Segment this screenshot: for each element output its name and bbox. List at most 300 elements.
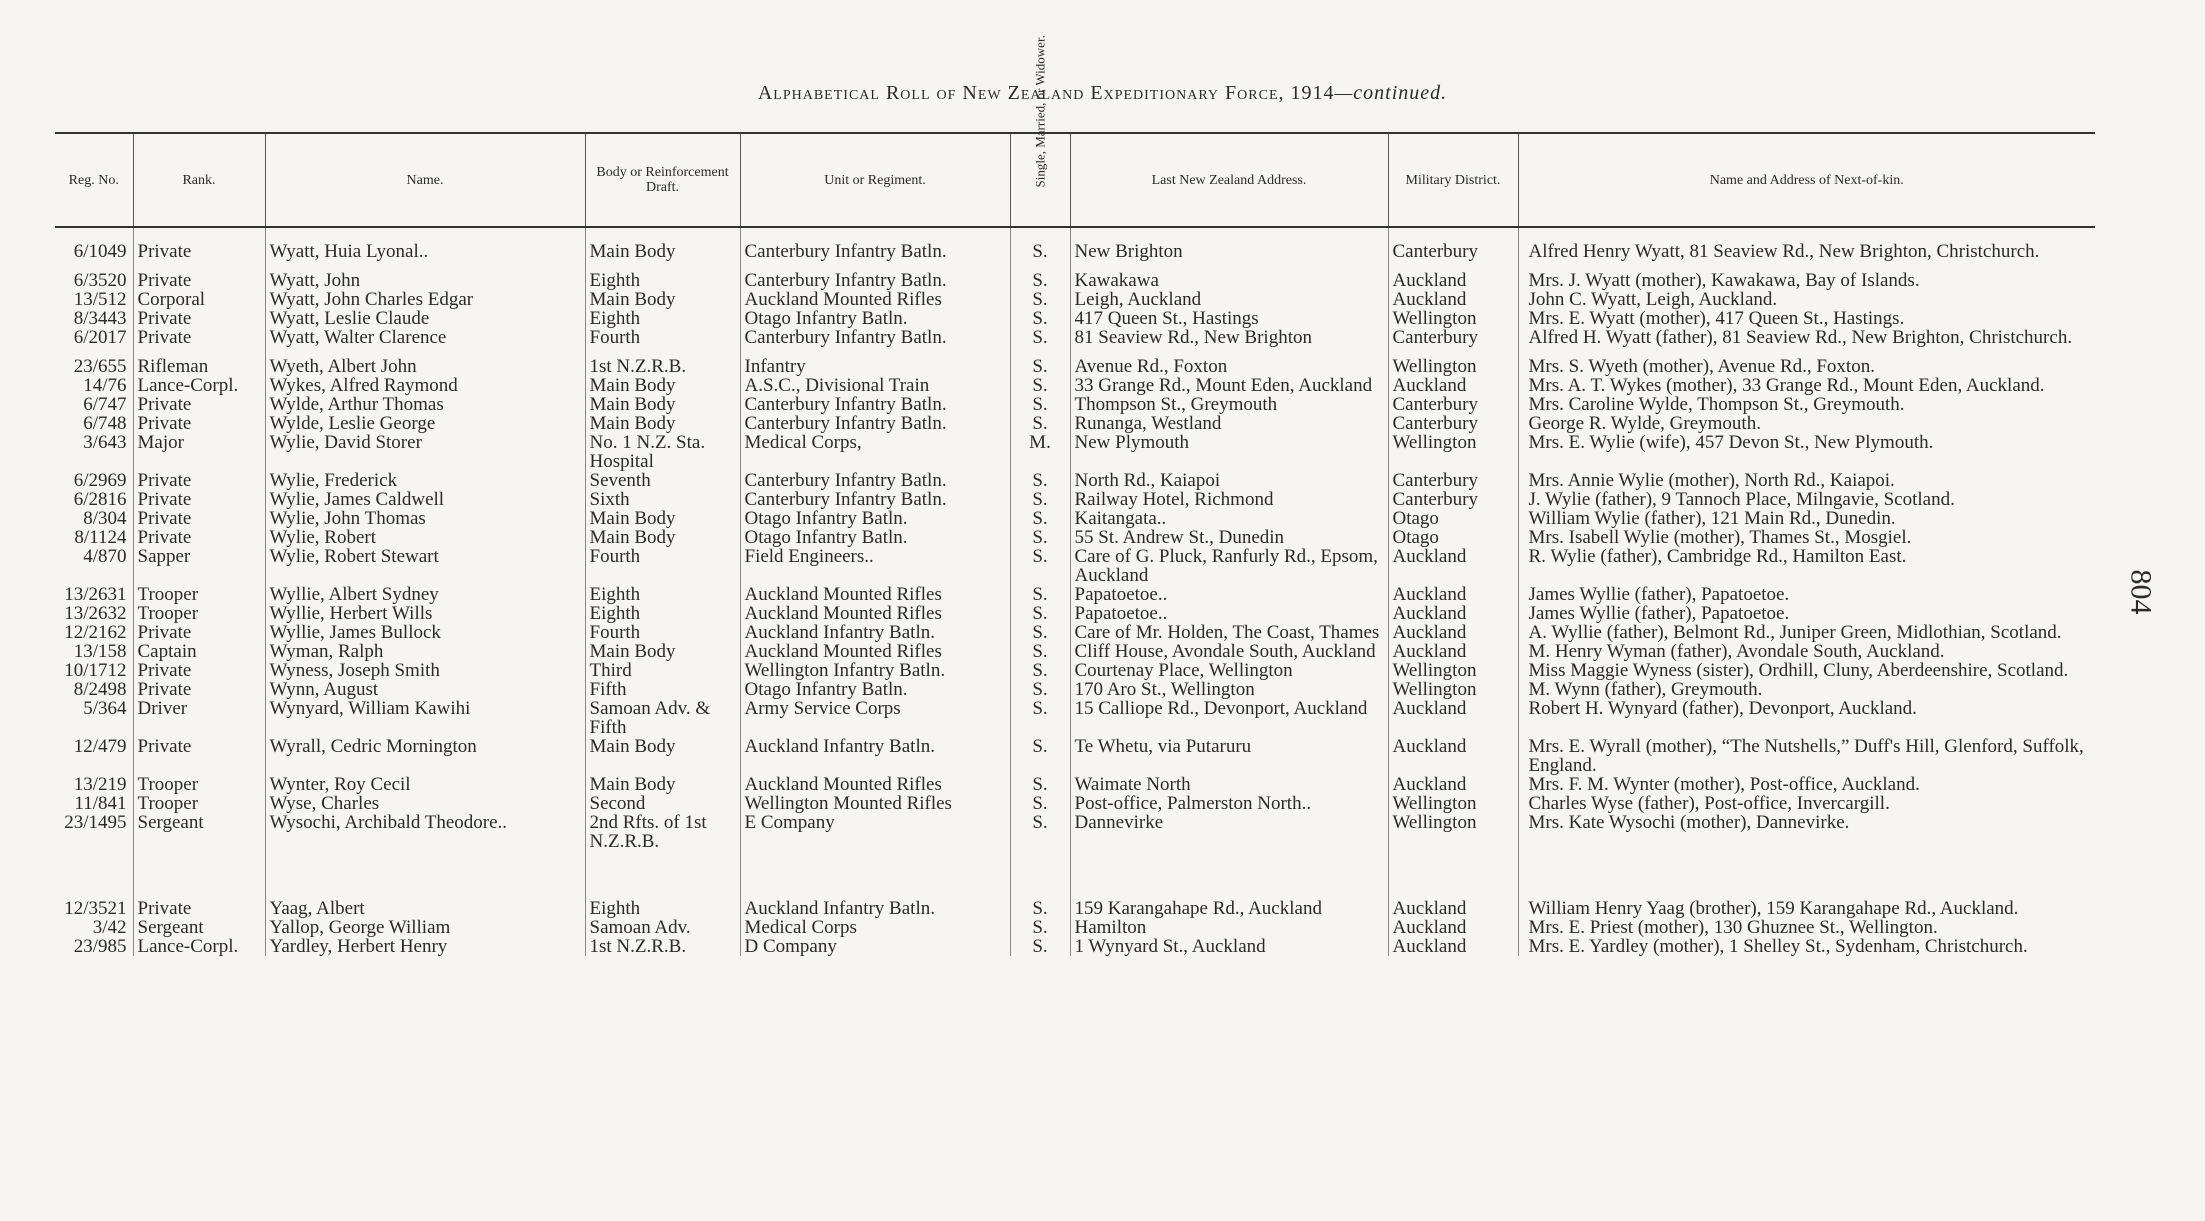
cell-address: Avenue Rd., Foxton: [1070, 347, 1388, 376]
cell-marital-status: S.: [1010, 775, 1070, 794]
cell-body-draft: Samoan Adv. & Fifth: [585, 699, 740, 737]
cell-unit: Wellington Mounted Rifles: [740, 794, 1010, 813]
cell-address: 55 St. Andrew St., Dunedin: [1070, 528, 1388, 547]
cell-body-draft: Main Body: [585, 290, 740, 309]
cell-reg-no: 13/512: [73, 290, 127, 309]
table-row: [55, 414, 2095, 433]
cell-name: Wyatt, Huia Lyonal..: [265, 242, 585, 261]
header-body-draft: Body or Reinforcement Draft.: [585, 133, 740, 227]
cell-reg-no: 6/747: [83, 395, 127, 414]
cell-marital-status: S.: [1010, 528, 1070, 547]
cell-next-of-kin: John C. Wyatt, Leigh, Auckland.: [1518, 290, 2095, 309]
cell-name: Yallop, George William: [265, 918, 585, 937]
cell-reg-no: 13/158: [73, 642, 127, 661]
cell-unit: Auckland Mounted Rifles: [740, 604, 1010, 623]
cell-marital-status: S.: [1010, 642, 1070, 661]
cell-unit: Medical Corps,: [740, 433, 1010, 471]
cell-reg-no: 13/2631: [64, 585, 127, 604]
cell-reg-no: 12/2162: [64, 623, 127, 642]
cell-name: Wyeth, Albert John: [265, 347, 585, 376]
cell-next-of-kin: Mrs. Annie Wylie (mother), North Rd., Kaiapoi.: [1518, 471, 2095, 490]
cell-unit: Canterbury Infantry Batln.: [740, 328, 1010, 347]
cell-next-of-kin: Mrs. A. T. Wykes (mother), 33 Grange Rd., Mount Eden, Auckland.: [1518, 376, 2095, 395]
cell-address: Care of Mr. Holden, The Coast, Thames: [1070, 623, 1388, 642]
cell-marital-status: S.: [1010, 585, 1070, 604]
cell-name: Yaag, Albert: [265, 851, 585, 918]
cell-rank: Rifleman: [133, 347, 265, 376]
cell-marital-status: S.: [1010, 937, 1070, 956]
cell-next-of-kin: A. Wyllie (father), Belmont Rd., Juniper Green, Midlothian, Scotland.: [1518, 623, 2095, 642]
cell-marital-status: S.: [1010, 509, 1070, 528]
header-name: Name.: [265, 133, 585, 227]
table-row: [55, 813, 2095, 851]
cell-district: Wellington: [1388, 433, 1518, 471]
cell-name: Wylie, Frederick: [265, 471, 585, 490]
cell-next-of-kin: James Wyllie (father), Papatoetoe.: [1518, 604, 2095, 623]
cell-body-draft: Fifth: [585, 680, 740, 699]
cell-body-draft: Eighth: [585, 261, 740, 290]
cell-next-of-kin: Charles Wyse (father), Post-office, Invercargill.: [1518, 794, 2095, 813]
cell-address: 159 Karangahape Rd., Auckland: [1070, 851, 1388, 918]
cell-marital-status: S.: [1010, 328, 1070, 347]
header-next-of-kin: Name and Address of Next-of-kin.: [1518, 133, 2095, 227]
table-row: [55, 395, 2095, 414]
cell-unit: Canterbury Infantry Batln.: [740, 414, 1010, 433]
table-body: [55, 227, 2095, 956]
cell-address: North Rd., Kaiapoi: [1070, 471, 1388, 490]
cell-reg-no: 3/643: [83, 433, 127, 453]
cell-next-of-kin: M. Wynn (father), Greymouth.: [1518, 680, 2095, 699]
cell-address: New Brighton: [1070, 242, 1388, 261]
cell-rank: Private: [133, 242, 265, 261]
cell-rank: Private: [133, 328, 265, 347]
cell-marital-status: S.: [1010, 414, 1070, 433]
title-main: Alphabetical Roll of New Zealand Expeditionary Force, 1914: [757, 82, 1335, 104]
cell-body-draft: Eighth: [585, 851, 740, 918]
cell-body-draft: Sixth: [585, 490, 740, 509]
cell-rank: Private: [133, 737, 265, 775]
cell-next-of-kin: Mrs. E. Priest (mother), 130 Ghuznee St., Wellington.: [1518, 918, 2095, 937]
cell-district: Canterbury: [1388, 242, 1518, 261]
cell-body-draft: No. 1 N.Z. Sta. Hospital: [585, 433, 740, 471]
cell-body-draft: Main Body: [585, 775, 740, 794]
cell-name: Wynyard, William Kawihi: [265, 699, 585, 737]
cell-name: Wylie, John Thomas: [265, 509, 585, 528]
cell-address: 417 Queen St., Hastings: [1070, 309, 1388, 328]
cell-marital-status: M.: [1010, 433, 1070, 471]
cell-rank: Private: [133, 309, 265, 328]
cell-rank: Private: [133, 680, 265, 699]
cell-reg-no: 11/841: [74, 794, 127, 813]
table-row: [55, 509, 2095, 528]
cell-unit: Auckland Mounted Rifles: [740, 775, 1010, 794]
cell-reg-no: 10/1712: [64, 661, 127, 680]
cell-marital-status: S.: [1010, 376, 1070, 395]
cell-reg-no: 6/2017: [73, 328, 127, 347]
cell-rank: Private: [133, 661, 265, 680]
cell-next-of-kin: Mrs. E. Yardley (mother), 1 Shelley St., Sydenham, Christchurch.: [1518, 937, 2095, 956]
header-marital-status: [1010, 34, 1070, 227]
cell-district: Auckland: [1388, 699, 1518, 737]
cell-reg-no: 23/655: [73, 356, 127, 376]
cell-body-draft: Main Body: [585, 376, 740, 395]
cell-next-of-kin: Mrs. E. Wylie (wife), 457 Devon St., New Plymouth.: [1518, 433, 2095, 471]
table-row: [55, 642, 2095, 661]
cell-district: Auckland: [1388, 547, 1518, 585]
cell-unit: Wellington Infantry Batln.: [740, 661, 1010, 680]
table-row: [55, 918, 2095, 937]
cell-rank: Trooper: [133, 775, 265, 794]
cell-rank: Corporal: [133, 290, 265, 309]
table-row: [55, 490, 2095, 509]
cell-unit: Otago Infantry Batln.: [740, 680, 1010, 699]
table-row: [55, 937, 2095, 956]
table-row: [55, 309, 2095, 328]
cell-reg-no: 6/1049: [73, 242, 127, 261]
cell-address: Post-office, Palmerston North..: [1070, 794, 1388, 813]
cell-marital-status: S.: [1010, 471, 1070, 490]
header-district: Military District.: [1388, 133, 1518, 227]
cell-body-draft: Main Body: [585, 642, 740, 661]
cell-body-draft: Main Body: [585, 737, 740, 775]
cell-address: 33 Grange Rd., Mount Eden, Auckland: [1070, 376, 1388, 395]
cell-unit: Otago Infantry Batln.: [740, 509, 1010, 528]
cell-reg-no: 23/1495: [64, 813, 127, 833]
cell-address: Waimate North: [1070, 775, 1388, 794]
cell-body-draft: Third: [585, 661, 740, 680]
cell-district: Wellington: [1388, 813, 1518, 851]
cell-reg-no: 13/2632: [64, 604, 127, 623]
cell-rank: Private: [133, 471, 265, 490]
cell-next-of-kin: R. Wylie (father), Cambridge Rd., Hamilton East.: [1518, 547, 2095, 585]
cell-body-draft: Main Body: [585, 395, 740, 414]
cell-body-draft: Fourth: [585, 623, 740, 642]
cell-unit: Auckland Infantry Batln.: [740, 623, 1010, 642]
cell-name: Yardley, Herbert Henry: [265, 937, 585, 956]
cell-address: Courtenay Place, Wellington: [1070, 661, 1388, 680]
cell-address: Cliff House, Avondale South, Auckland: [1070, 642, 1388, 661]
table-row: [55, 699, 2095, 737]
cell-district: Otago: [1388, 528, 1518, 547]
cell-unit: Army Service Corps: [740, 699, 1010, 737]
cell-marital-status: S.: [1010, 261, 1070, 290]
cell-district: Auckland: [1388, 918, 1518, 937]
cell-unit: Auckland Mounted Rifles: [740, 585, 1010, 604]
cell-rank: Private: [133, 851, 265, 918]
cell-unit: Auckland Infantry Batln.: [740, 737, 1010, 775]
table-row: [55, 794, 2095, 813]
cell-unit: Auckland Mounted Rifles: [740, 290, 1010, 309]
cell-name: Wyllie, Herbert Wills: [265, 604, 585, 623]
cell-unit: Auckland Infantry Batln.: [740, 851, 1010, 918]
cell-reg-no: 3/42: [92, 918, 127, 937]
cell-district: Otago: [1388, 509, 1518, 528]
table-row: [55, 471, 2095, 490]
cell-reg-no: 6/3520: [73, 270, 127, 290]
cell-name: Wynter, Roy Cecil: [265, 775, 585, 794]
table-row: [55, 528, 2095, 547]
cell-district: Auckland: [1388, 623, 1518, 642]
cell-district: Auckland: [1388, 642, 1518, 661]
cell-district: Auckland: [1388, 290, 1518, 309]
cell-district: Canterbury: [1388, 471, 1518, 490]
cell-unit: E Company: [740, 813, 1010, 851]
cell-next-of-kin: William Wylie (father), 121 Main Rd., Dunedin.: [1518, 509, 2095, 528]
cell-marital-status: S.: [1010, 547, 1070, 585]
cell-unit: A.S.C., Divisional Train: [740, 376, 1010, 395]
cell-address: Kawakawa: [1070, 261, 1388, 290]
cell-name: Wylde, Leslie George: [265, 414, 585, 433]
cell-rank: Private: [133, 623, 265, 642]
cell-body-draft: Eighth: [585, 585, 740, 604]
cell-body-draft: Main Body: [585, 242, 740, 261]
cell-unit: Otago Infantry Batln.: [740, 309, 1010, 328]
cell-address: Kaitangata..: [1070, 509, 1388, 528]
cell-name: Wyatt, John Charles Edgar: [265, 290, 585, 309]
cell-address: Thompson St., Greymouth: [1070, 395, 1388, 414]
cell-address: 1 Wynyard St., Auckland: [1070, 937, 1388, 956]
table-row: [55, 604, 2095, 623]
header-address: Last New Zealand Address.: [1070, 133, 1388, 227]
table-row: [55, 261, 2095, 290]
cell-next-of-kin: Mrs. Kate Wysochi (mother), Dannevirke.: [1518, 813, 2095, 851]
cell-rank: Sergeant: [133, 918, 265, 937]
header-unit: Unit or Regiment.: [740, 133, 1010, 227]
cell-address: 81 Seaview Rd., New Brighton: [1070, 328, 1388, 347]
spacer-row: [55, 227, 2095, 242]
cell-rank: Sergeant: [133, 813, 265, 851]
cell-rank: Trooper: [133, 585, 265, 604]
cell-district: Canterbury: [1388, 328, 1518, 347]
cell-name: Wyrall, Cedric Mornington: [265, 737, 585, 775]
cell-rank: Trooper: [133, 794, 265, 813]
cell-next-of-kin: Mrs. Caroline Wylde, Thompson St., Greymouth.: [1518, 395, 2095, 414]
table-row: [55, 623, 2095, 642]
cell-name: Wynn, August: [265, 680, 585, 699]
cell-next-of-kin: Mrs. S. Wyeth (mother), Avenue Rd., Foxton.: [1518, 347, 2095, 376]
cell-reg-no: 12/3521: [64, 898, 127, 918]
cell-body-draft: Fourth: [585, 547, 740, 585]
table-row: [55, 328, 2095, 347]
page-title: [0, 82, 2205, 105]
cell-next-of-kin: Mrs. Isabell Wylie (mother), Thames St., Mosgiel.: [1518, 528, 2095, 547]
cell-name: Wykes, Alfred Raymond: [265, 376, 585, 395]
cell-district: Canterbury: [1388, 414, 1518, 433]
cell-body-draft: Seventh: [585, 471, 740, 490]
cell-rank: Private: [133, 528, 265, 547]
cell-district: Auckland: [1388, 851, 1518, 918]
cell-marital-status: S.: [1010, 918, 1070, 937]
cell-name: Wyllie, James Bullock: [265, 623, 585, 642]
table-row: [55, 585, 2095, 604]
cell-reg-no: 6/748: [83, 414, 127, 433]
cell-rank: Private: [133, 261, 265, 290]
cell-marital-status: S.: [1010, 395, 1070, 414]
cell-body-draft: Eighth: [585, 309, 740, 328]
cell-reg-no: 23/985: [73, 937, 127, 956]
header-reg-no: Reg. No.: [55, 133, 133, 227]
cell-unit: D Company: [740, 937, 1010, 956]
cell-next-of-kin: Alfred H. Wyatt (father), 81 Seaview Rd., New Brighton, Christchurch.: [1518, 328, 2095, 347]
cell-district: Canterbury: [1388, 395, 1518, 414]
cell-district: Auckland: [1388, 376, 1518, 395]
cell-body-draft: 2nd Rfts. of 1st N.Z.R.B.: [585, 813, 740, 851]
table-row: [55, 433, 2095, 471]
cell-rank: Private: [133, 490, 265, 509]
cell-reg-no: 4/870: [83, 547, 127, 567]
table-row: [55, 680, 2095, 699]
cell-next-of-kin: Miss Maggie Wyness (sister), Ordhill, Cluny, Aberdeenshire, Scotland.: [1518, 661, 2095, 680]
cell-next-of-kin: M. Henry Wyman (father), Avondale South, Auckland.: [1518, 642, 2095, 661]
cell-reg-no: 8/3443: [73, 309, 127, 328]
cell-marital-status: S.: [1010, 661, 1070, 680]
cell-name: Wylie, Robert: [265, 528, 585, 547]
cell-district: Auckland: [1388, 604, 1518, 623]
cell-reg-no: 8/304: [83, 509, 127, 528]
cell-district: Auckland: [1388, 261, 1518, 290]
cell-district: Wellington: [1388, 794, 1518, 813]
cell-address: 170 Aro St., Wellington: [1070, 680, 1388, 699]
cell-name: Wyatt, John: [265, 261, 585, 290]
cell-name: Wylie, James Caldwell: [265, 490, 585, 509]
cell-rank: Sapper: [133, 547, 265, 585]
cell-body-draft: Main Body: [585, 528, 740, 547]
cell-marital-status: S.: [1010, 623, 1070, 642]
cell-next-of-kin: Mrs. F. M. Wynter (mother), Post-office, Auckland.: [1518, 775, 2095, 794]
cell-next-of-kin: Mrs. E. Wyatt (mother), 417 Queen St., Hastings.: [1518, 309, 2095, 328]
cell-name: Wylde, Arthur Thomas: [265, 395, 585, 414]
cell-marital-status: S.: [1010, 290, 1070, 309]
cell-next-of-kin: Mrs. J. Wyatt (mother), Kawakawa, Bay of Islands.: [1518, 261, 2095, 290]
cell-marital-status: S.: [1010, 699, 1070, 737]
cell-rank: Private: [133, 414, 265, 433]
cell-reg-no: 6/2969: [73, 471, 127, 490]
cell-name: Wyman, Ralph: [265, 642, 585, 661]
cell-address: New Plymouth: [1070, 433, 1388, 471]
table-row: [55, 376, 2095, 395]
cell-marital-status: S.: [1010, 680, 1070, 699]
cell-district: Wellington: [1388, 347, 1518, 376]
cell-body-draft: Samoan Adv.: [585, 918, 740, 937]
cell-marital-status: S.: [1010, 309, 1070, 328]
cell-rank: Major: [133, 433, 265, 471]
table-row: [55, 775, 2095, 794]
cell-address: Papatoetoe..: [1070, 604, 1388, 623]
cell-rank: Private: [133, 509, 265, 528]
cell-reg-no: 8/2498: [73, 680, 127, 699]
cell-next-of-kin: George R. Wylde, Greymouth.: [1518, 414, 2095, 433]
cell-unit: Infantry: [740, 347, 1010, 376]
table-row: [55, 851, 2095, 918]
cell-marital-status: S.: [1010, 604, 1070, 623]
cell-name: Wysochi, Archibald Theodore..: [265, 813, 585, 851]
cell-marital-status: S.: [1010, 737, 1070, 775]
cell-name: Wylie, Robert Stewart: [265, 547, 585, 585]
cell-unit: Field Engineers..: [740, 547, 1010, 585]
cell-reg-no: 13/219: [73, 775, 127, 794]
cell-address: Te Whetu, via Putaruru: [1070, 737, 1388, 775]
table-row: [55, 242, 2095, 261]
cell-next-of-kin: James Wyllie (father), Papatoetoe.: [1518, 585, 2095, 604]
cell-body-draft: Second: [585, 794, 740, 813]
cell-rank: Lance-Corpl.: [133, 376, 265, 395]
cell-unit: Auckland Mounted Rifles: [740, 642, 1010, 661]
header-marital-status-text: Single, Married, or Widower.: [1032, 34, 1048, 187]
cell-reg-no: 12/479: [73, 737, 127, 757]
cell-marital-status: S.: [1010, 490, 1070, 509]
cell-marital-status: S.: [1010, 794, 1070, 813]
cell-marital-status: S.: [1010, 347, 1070, 376]
cell-reg-no: 5/364: [83, 699, 127, 719]
cell-next-of-kin: William Henry Yaag (brother), 159 Karangahape Rd., Auckland.: [1518, 851, 2095, 918]
cell-rank: Lance-Corpl.: [133, 937, 265, 956]
cell-body-draft: Eighth: [585, 604, 740, 623]
cell-body-draft: Main Body: [585, 509, 740, 528]
page-number: 804: [2124, 569, 2158, 615]
cell-district: Wellington: [1388, 309, 1518, 328]
cell-next-of-kin: J. Wylie (father), 9 Tannoch Place, Milngavie, Scotland.: [1518, 490, 2095, 509]
cell-next-of-kin: Robert H. Wynyard (father), Devonport, Auckland.: [1518, 699, 2095, 737]
cell-unit: Otago Infantry Batln.: [740, 528, 1010, 547]
cell-name: Wylie, David Storer: [265, 433, 585, 471]
cell-address: 15 Calliope Rd., Devonport, Auckland: [1070, 699, 1388, 737]
cell-district: Auckland: [1388, 937, 1518, 956]
cell-body-draft: Fourth: [585, 328, 740, 347]
cell-name: Wyatt, Leslie Claude: [265, 309, 585, 328]
cell-next-of-kin: Alfred Henry Wyatt, 81 Seaview Rd., New Brighton, Christchurch.: [1518, 242, 2095, 261]
table-row: [55, 290, 2095, 309]
cell-reg-no: 8/1124: [74, 528, 127, 547]
cell-marital-status: S.: [1010, 851, 1070, 918]
cell-district: Wellington: [1388, 680, 1518, 699]
cell-marital-status: S.: [1010, 813, 1070, 851]
table-row: [55, 347, 2095, 376]
cell-unit: Canterbury Infantry Batln.: [740, 242, 1010, 261]
cell-name: Wyness, Joseph Smith: [265, 661, 585, 680]
cell-unit: Canterbury Infantry Batln.: [740, 471, 1010, 490]
cell-district: Wellington: [1388, 661, 1518, 680]
cell-unit: Canterbury Infantry Batln.: [740, 261, 1010, 290]
cell-district: Auckland: [1388, 737, 1518, 775]
cell-unit: Canterbury Infantry Batln.: [740, 490, 1010, 509]
table-row: [55, 547, 2095, 585]
cell-address: Railway Hotel, Richmond: [1070, 490, 1388, 509]
cell-address: Runanga, Westland: [1070, 414, 1388, 433]
cell-body-draft: 1st N.Z.R.B.: [585, 937, 740, 956]
cell-rank: Captain: [133, 642, 265, 661]
cell-name: Wyse, Charles: [265, 794, 585, 813]
cell-reg-no: 14/76: [83, 376, 127, 395]
cell-district: Canterbury: [1388, 490, 1518, 509]
table-header-row: [55, 133, 2095, 227]
cell-address: Care of G. Pluck, Ranfurly Rd., Epsom, Auckland: [1070, 547, 1388, 585]
cell-marital-status: S.: [1010, 242, 1070, 261]
cell-rank: Private: [133, 395, 265, 414]
cell-address: Papatoetoe..: [1070, 585, 1388, 604]
table-row: [55, 661, 2095, 680]
cell-name: Wyllie, Albert Sydney: [265, 585, 585, 604]
cell-name: Wyatt, Walter Clarence: [265, 328, 585, 347]
cell-body-draft: 1st N.Z.R.B.: [585, 347, 740, 376]
cell-address: Dannevirke: [1070, 813, 1388, 851]
cell-address: Leigh, Auckland: [1070, 290, 1388, 309]
cell-rank: Driver: [133, 699, 265, 737]
cell-unit: Medical Corps: [740, 918, 1010, 937]
title-continued: —continued.: [1334, 82, 1448, 104]
cell-next-of-kin: Mrs. E. Wyrall (mother), “The Nutshells,” Duff's Hill, Glenford, Suffolk, England.: [1518, 737, 2095, 775]
cell-unit: Canterbury Infantry Batln.: [740, 395, 1010, 414]
cell-reg-no: 6/2816: [73, 490, 127, 509]
